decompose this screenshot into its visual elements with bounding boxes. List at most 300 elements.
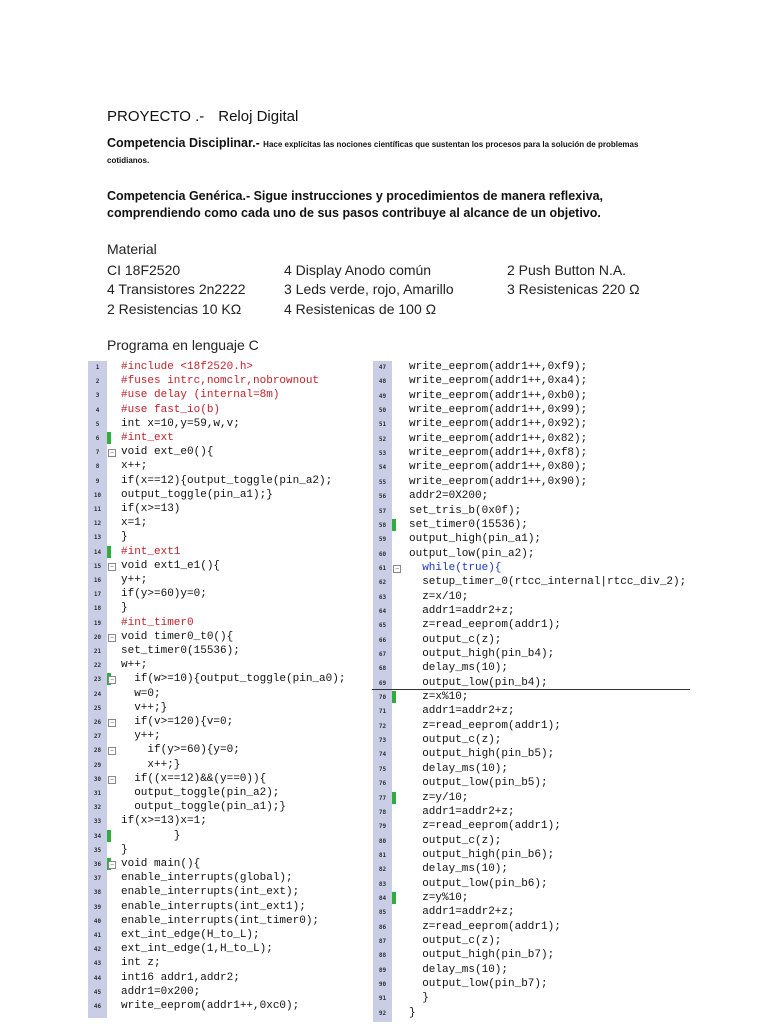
code-text: output_low(pin_b4); — [422, 676, 548, 689]
code-line — [88, 517, 370, 530]
code-text: addr1=addr2+z; — [422, 705, 515, 718]
line-number: 38 — [93, 889, 102, 897]
document-title — [107, 108, 298, 125]
code-line — [373, 820, 703, 833]
code-text: y++; — [134, 730, 161, 743]
line-number: 64 — [378, 607, 387, 615]
material-item: 4 Display Anodo común — [284, 262, 432, 278]
code-line — [88, 631, 370, 644]
line-number: 42 — [93, 946, 102, 954]
code-text: if(y>=60){y=0; — [147, 744, 240, 757]
code-text: #int_timer0 — [121, 616, 194, 629]
code-line — [373, 720, 703, 733]
code-text: output_high(pin_b5); — [422, 748, 555, 761]
code-line — [88, 744, 370, 757]
code-text: void ext_e0(){ — [121, 446, 214, 459]
code-line — [373, 533, 703, 546]
code-line — [373, 548, 703, 561]
code-text: write_eeprom(addr1++,0xc0); — [121, 1000, 300, 1012]
line-number: 20 — [93, 633, 102, 641]
code-line — [88, 702, 370, 715]
code-line — [88, 503, 370, 516]
line-number: 25 — [93, 704, 102, 712]
line-number: 61 — [378, 564, 387, 572]
code-line — [88, 759, 370, 772]
line-number: 46 — [93, 1003, 102, 1010]
code-text: output_c(z); — [422, 935, 502, 947]
code-line — [373, 361, 703, 374]
material-item: 2 Resistencias 10 KΩ — [107, 301, 242, 317]
code-line — [88, 872, 370, 885]
code-text: #include <18f2520.h> — [121, 361, 254, 373]
code-text: enable_interrupts(int_ext1); — [121, 900, 306, 913]
code-text: set_timer0(15536); — [121, 645, 240, 657]
code-text: if(y>=60)y=0; — [121, 588, 207, 601]
line-number: 85 — [378, 909, 387, 917]
code-text: } — [173, 829, 181, 842]
code-line — [373, 1007, 703, 1020]
line-number: 79 — [378, 823, 387, 831]
code-text: output_low(pin_b5); — [422, 777, 548, 790]
code-line — [373, 433, 703, 446]
code-line — [88, 446, 370, 459]
code-line — [88, 602, 370, 615]
program-heading: Programa en lenguaje C — [107, 337, 259, 353]
code-text: z=read_eeprom(addr1); — [422, 619, 561, 632]
line-number: 59 — [378, 536, 387, 544]
code-text: z=read_eeprom(addr1); — [422, 719, 561, 732]
line-number: 57 — [378, 507, 387, 515]
line-number: 11 — [93, 506, 102, 513]
code-line — [88, 588, 370, 601]
line-number: 37 — [93, 875, 102, 883]
change-marker — [392, 691, 396, 703]
line-number: 4 — [95, 406, 100, 414]
code-text: write_eeprom(addr1++,0xa4); — [409, 375, 588, 388]
code-text: addr2=0X200; — [409, 490, 489, 503]
code-text: z=y/10; — [422, 791, 469, 804]
line-number: 77 — [378, 794, 387, 802]
code-text: delay_ms(10); — [422, 762, 509, 775]
line-number: 92 — [378, 1009, 387, 1017]
change-marker — [392, 892, 396, 904]
line-number: 27 — [93, 733, 102, 741]
code-text: set_tris_b(0x0f); — [409, 504, 522, 517]
code-line — [88, 915, 370, 928]
code-line — [88, 901, 370, 914]
code-text: delay_ms(10); — [422, 963, 509, 976]
line-number: 29 — [93, 761, 102, 769]
code-line — [88, 858, 370, 871]
line-number: 35 — [93, 846, 102, 854]
code-text: enable_interrupts(int_timer0); — [121, 914, 320, 927]
line-number: 26 — [93, 719, 102, 726]
line-number: 16 — [93, 577, 102, 584]
code-text: z=y%10; — [422, 891, 469, 904]
code-text: ext_int_edge(H_to_L); — [121, 929, 260, 941]
line-number: 2 — [95, 378, 100, 386]
line-number: 53 — [378, 450, 387, 458]
code-text: void ext1_e1(){ — [121, 559, 221, 572]
code-text: while(true){ — [422, 561, 502, 574]
line-number: 83 — [378, 880, 387, 888]
code-line — [88, 432, 370, 445]
material-item: 2 Push Button N.A. — [507, 262, 627, 278]
code-text: output_high(pin_b4); — [422, 648, 555, 660]
competencia-disciplinar — [107, 136, 667, 168]
code-line — [373, 591, 703, 604]
code-line — [88, 844, 370, 857]
code-line — [373, 505, 703, 518]
code-line — [88, 830, 370, 843]
code-text: if(x>=13) — [121, 503, 181, 515]
fold-toggle-icon[interactable]: − — [108, 634, 116, 642]
line-number: 8 — [95, 463, 100, 471]
line-number: 51 — [378, 421, 387, 429]
code-text: addr1=addr2+z; — [422, 604, 515, 617]
line-number: 82 — [378, 866, 387, 874]
code-line — [373, 677, 703, 690]
code-line — [88, 404, 370, 417]
line-number: 12 — [93, 520, 102, 528]
code-line — [373, 447, 703, 460]
code-line — [88, 815, 370, 828]
competencia-generica-text: Sigue instrucciones y procedimientos de manera reflexiva, comprendiendo como cada uno de sus pasos contribuye al alcance de un objetivo. — [107, 189, 604, 220]
code-line — [88, 929, 370, 942]
code-text: delay_ms(10); — [422, 863, 509, 876]
code-line — [373, 634, 703, 647]
material-item: CI 18F2520 — [107, 262, 181, 278]
code-line — [373, 562, 703, 575]
line-number: 54 — [378, 464, 387, 472]
code-text: if(w>=10){output_toggle(pin_a0); — [134, 673, 346, 686]
code-line — [88, 475, 370, 488]
line-number: 14 — [93, 548, 102, 556]
code-line — [373, 576, 703, 589]
competencia-generica — [107, 188, 667, 222]
line-number: 74 — [378, 751, 387, 759]
code-line — [88, 673, 370, 686]
code-line — [88, 986, 370, 999]
fold-toggle-icon[interactable]: − — [108, 719, 116, 727]
code-text: setup_timer_0(rtcc_internal|rtcc_div_2); — [422, 576, 687, 589]
code-line — [88, 688, 370, 701]
code-text: x=1; — [121, 517, 148, 530]
code-text: output_toggle(pin_a1);} — [121, 488, 273, 501]
code-line — [88, 645, 370, 658]
code-text: write_eeprom(addr1++,0x99); — [409, 404, 588, 417]
code-line — [373, 490, 703, 503]
code-line — [88, 957, 370, 970]
code-line — [88, 361, 370, 374]
code-line — [373, 777, 703, 790]
code-text: if((x==12)&&(y==0)){ — [134, 772, 267, 785]
code-line — [373, 519, 703, 532]
code-line — [88, 574, 370, 587]
code-line — [88, 716, 370, 729]
competencia-disciplinar-label: Competencia Disciplinar.- — [107, 136, 260, 150]
line-number: 47 — [378, 364, 387, 371]
code-line — [373, 763, 703, 776]
code-line — [373, 705, 703, 718]
line-number: 33 — [93, 818, 102, 826]
code-text: } — [121, 602, 128, 615]
code-text: enable_interrupts(global); — [121, 872, 293, 885]
fold-toggle-icon[interactable]: − — [108, 747, 116, 755]
line-number: 71 — [378, 708, 387, 716]
material-heading: Material — [107, 241, 157, 257]
competencia-disciplinar-text: Hace explícitas las nociones científicas que sustentan los procesos para la solución de problemas cotidianos. — [107, 140, 639, 165]
line-number: 45 — [93, 988, 102, 996]
code-line — [373, 662, 703, 675]
code-text: write_eeprom(addr1++,0x92); — [409, 418, 588, 431]
code-line — [373, 748, 703, 761]
code-text: write_eeprom(addr1++,0xf8); — [409, 447, 588, 460]
change-marker — [392, 792, 396, 804]
code-text: w++; — [121, 659, 148, 672]
code-line — [88, 659, 370, 672]
line-number: 28 — [93, 747, 102, 755]
code-line — [88, 943, 370, 956]
code-line — [88, 389, 370, 402]
fold-toggle-icon[interactable]: − — [393, 565, 401, 573]
line-number: 62 — [378, 579, 387, 587]
line-number: 58 — [378, 521, 387, 529]
code-line — [373, 906, 703, 919]
code-line — [373, 878, 703, 891]
code-line — [88, 730, 370, 743]
line-number: 18 — [93, 605, 102, 613]
code-line — [373, 792, 703, 805]
line-number: 73 — [378, 737, 387, 745]
code-listing-right — [373, 361, 703, 1022]
code-text: int z; — [121, 957, 161, 970]
code-text: } — [409, 1006, 416, 1019]
code-line — [373, 863, 703, 876]
code-text: output_toggle(pin_a1);} — [134, 801, 287, 814]
line-number: 55 — [378, 478, 387, 486]
line-number: 19 — [93, 619, 102, 627]
line-number: 69 — [378, 679, 387, 687]
line-number: 84 — [378, 894, 387, 902]
code-text: v++;} — [134, 701, 168, 714]
change-marker — [107, 432, 111, 444]
change-marker — [107, 546, 111, 558]
line-number: 86 — [378, 923, 387, 931]
code-line — [373, 935, 703, 948]
line-number: 90 — [378, 981, 387, 989]
code-line — [373, 404, 703, 417]
code-line — [88, 560, 370, 573]
line-number: 15 — [93, 562, 102, 570]
material-item: 4 Resistenicas de 100 Ω — [284, 301, 437, 317]
code-line — [373, 964, 703, 977]
line-number: 44 — [93, 974, 102, 982]
code-text: if(x==12){output_toggle(pin_a2); — [121, 474, 333, 487]
code-line — [373, 648, 703, 661]
code-line — [373, 806, 703, 819]
code-text: } — [121, 531, 128, 544]
fold-toggle-icon[interactable]: − — [108, 861, 116, 869]
code-text: output_c(z); — [422, 834, 502, 847]
line-number: 9 — [95, 477, 100, 485]
code-line — [88, 886, 370, 899]
material-item: 3 Leds verde, rojo, Amarillo — [284, 281, 454, 297]
code-line — [373, 418, 703, 431]
line-number: 50 — [378, 407, 387, 415]
fold-toggle-icon[interactable]: − — [108, 676, 116, 684]
line-number: 23 — [93, 676, 102, 684]
code-text: if(x>=13)x=1; — [121, 815, 207, 828]
code-line — [88, 773, 370, 786]
code-text: write_eeprom(addr1++,0x82); — [409, 432, 588, 445]
line-number: 40 — [93, 917, 102, 925]
code-text: write_eeprom(addr1++,0xf9); — [409, 361, 588, 373]
code-text: output_toggle(pin_a2); — [134, 787, 280, 799]
line-number: 17 — [93, 591, 102, 599]
code-text: write_eeprom(addr1++,0x90); — [409, 475, 588, 488]
fold-toggle-icon[interactable]: − — [108, 449, 116, 457]
code-line — [88, 1000, 370, 1013]
line-number: 91 — [378, 995, 387, 1003]
line-number: 81 — [378, 851, 387, 859]
code-text: write_eeprom(addr1++,0x80); — [409, 461, 588, 474]
line-number: 75 — [378, 765, 387, 773]
code-line — [373, 390, 703, 403]
code-line — [373, 892, 703, 905]
line-number: 3 — [95, 392, 100, 400]
line-number: 78 — [378, 808, 387, 816]
code-line — [373, 734, 703, 747]
code-text: if(v>=120){v=0; — [134, 716, 234, 728]
line-number: 56 — [378, 493, 387, 501]
code-text: x++;} — [147, 758, 181, 771]
code-line — [88, 375, 370, 388]
line-number: 24 — [93, 690, 102, 698]
fold-toggle-icon[interactable]: − — [108, 563, 116, 571]
code-text: output_high(pin_b7); — [422, 949, 555, 962]
line-number: 43 — [93, 960, 102, 968]
code-line — [373, 992, 703, 1005]
code-text: z=x/10; — [422, 590, 469, 603]
code-text: output_c(z); — [422, 633, 502, 646]
line-number: 88 — [378, 952, 387, 960]
line-number: 34 — [93, 832, 102, 840]
code-line — [373, 835, 703, 848]
line-number: 5 — [95, 420, 100, 428]
line-number: 13 — [93, 534, 102, 542]
code-text: w=0; — [134, 687, 161, 700]
code-line — [88, 460, 370, 473]
line-number: 21 — [93, 648, 102, 655]
line-number: 60 — [378, 550, 387, 558]
material-item: 4 Transistores 2n2222 — [107, 281, 246, 297]
code-text: void main(){ — [121, 858, 201, 870]
code-text: output_low(pin_a2); — [409, 547, 535, 560]
code-text: output_high(pin_a1); — [409, 533, 542, 546]
line-number: 10 — [93, 491, 102, 499]
line-number: 76 — [378, 780, 387, 788]
line-number: 70 — [378, 694, 387, 702]
code-text: #use fast_io(b) — [121, 403, 221, 416]
code-text: void timer0_t0(){ — [121, 630, 234, 643]
line-number: 1 — [95, 364, 100, 371]
code-text: addr1=addr2+z; — [422, 906, 515, 919]
line-number: 41 — [93, 932, 102, 939]
line-number: 87 — [378, 938, 387, 945]
code-line — [373, 375, 703, 388]
line-number: 32 — [93, 804, 102, 812]
code-text: output_high(pin_b6); — [422, 848, 555, 861]
material-item: 3 Resistenicas 220 Ω — [507, 281, 640, 297]
code-text: #int_ext — [121, 432, 174, 444]
code-text: write_eeprom(addr1++,0xb0); — [409, 389, 588, 402]
line-number: 30 — [93, 775, 102, 783]
code-text: output_low(pin_b6); — [422, 877, 548, 890]
code-line — [88, 546, 370, 559]
code-text: z=x%10; — [422, 691, 469, 704]
code-line — [373, 849, 703, 862]
fold-toggle-icon[interactable]: − — [108, 776, 116, 784]
code-text: z=read_eeprom(addr1); — [422, 920, 561, 933]
code-line — [373, 476, 703, 489]
code-line — [88, 787, 370, 800]
line-number: 6 — [95, 435, 100, 442]
code-text: x++; — [121, 460, 148, 473]
line-number: 65 — [378, 622, 387, 630]
code-line — [373, 978, 703, 991]
line-number: 68 — [378, 665, 387, 673]
code-text: } — [121, 843, 128, 856]
code-text: y++; — [121, 574, 148, 586]
code-text: addr1=addr2+z; — [422, 805, 515, 818]
code-line — [88, 972, 370, 985]
code-text: set_timer0(15536); — [409, 518, 528, 531]
line-number: 31 — [93, 790, 102, 797]
code-text: addr1=0x200; — [121, 985, 201, 998]
change-marker — [107, 830, 111, 842]
line-number: 66 — [378, 636, 387, 644]
line-number: 67 — [378, 651, 387, 658]
code-line — [88, 489, 370, 502]
code-line — [373, 461, 703, 474]
code-text: ext_int_edge(1,H_to_L); — [121, 943, 273, 956]
code-text: delay_ms(10); — [422, 662, 509, 675]
line-number: 80 — [378, 837, 387, 845]
code-listing-left — [88, 361, 370, 1018]
code-line — [373, 691, 703, 704]
code-line — [373, 605, 703, 618]
line-number: 72 — [378, 722, 387, 730]
title-prefix: PROYECTO .- — [107, 108, 205, 125]
code-text: int x=10,y=59,w,v; — [121, 417, 240, 430]
code-line — [373, 921, 703, 934]
line-number: 7 — [95, 449, 100, 457]
code-text: output_c(z); — [422, 734, 502, 747]
line-number: 39 — [93, 903, 102, 911]
code-line — [373, 619, 703, 632]
code-line — [88, 531, 370, 544]
code-line — [88, 418, 370, 431]
line-number: 49 — [378, 392, 387, 400]
code-line — [88, 617, 370, 630]
line-number: 63 — [378, 593, 387, 601]
code-text: #use delay (internal=8m) — [121, 389, 280, 402]
change-marker — [392, 519, 396, 531]
code-text: #fuses intrc,nomclr,nobrownout — [121, 375, 320, 388]
code-line — [373, 949, 703, 962]
code-text: enable_interrupts(int_ext); — [121, 886, 300, 899]
